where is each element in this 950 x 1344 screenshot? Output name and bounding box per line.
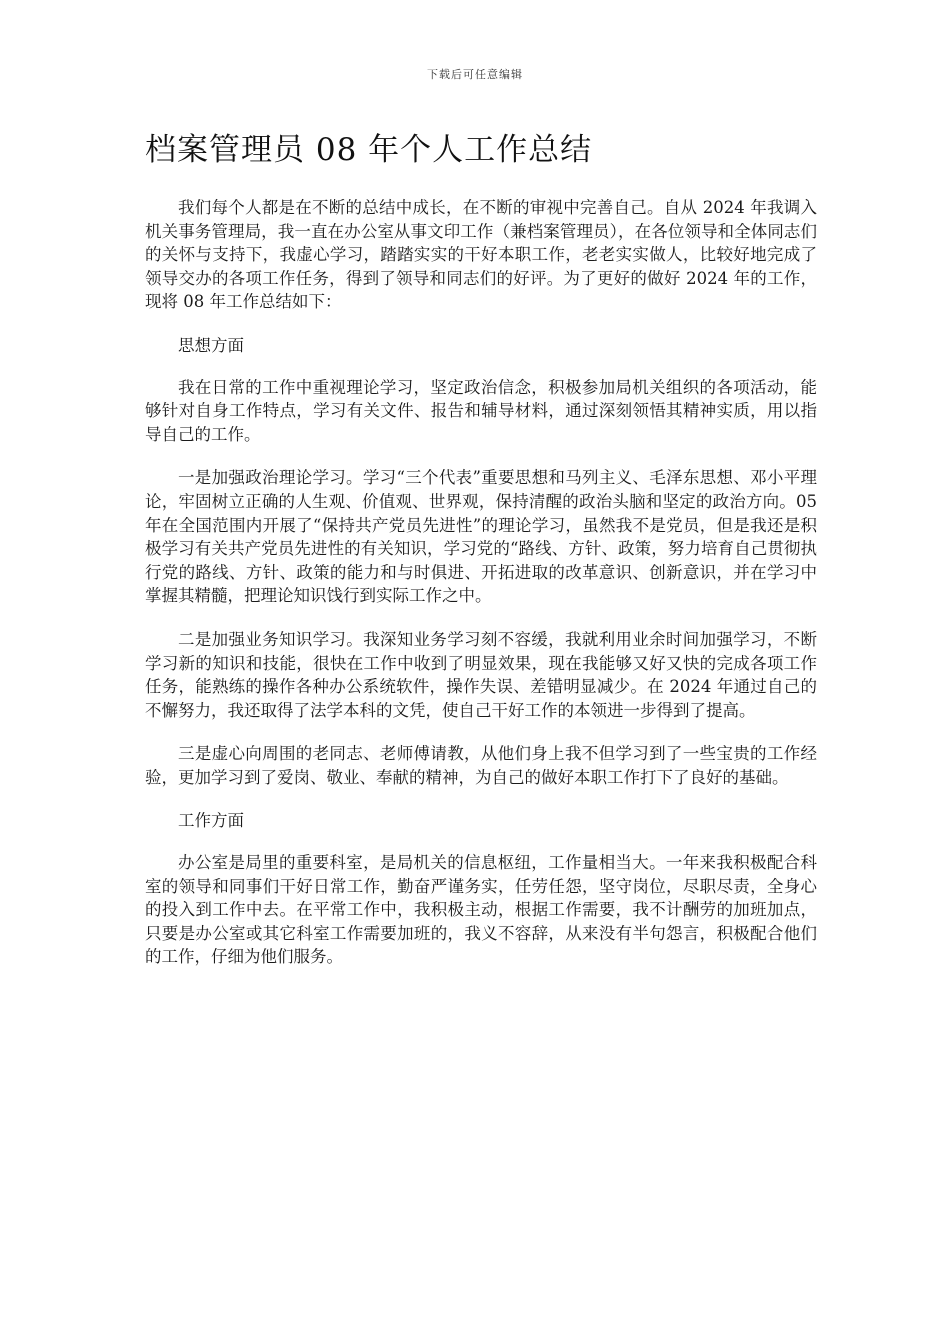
section-heading-work: 工作方面 <box>178 811 244 831</box>
section-heading-thought: 思想方面 <box>178 335 244 355</box>
work-paragraph: 办公室是局里的重要科室，是局机关的信息枢纽，工作量相当大。一年来我积极配合科室的领导和同事们干好日常工作，勤奋严谨务实，任劳任怨，坚守岗位，尽职尽责，全身心的投入到工作中去。在平常工作中，我积极主动，根据工作需要，我不计酬劳的加班加点，只要是办公室或其它科室工作需要加班的，我义不容辞，从来没有半句怨言，积极配合他们的工作，仔细为他们服务。 <box>145 853 817 967</box>
business-study-paragraph: 二是加强业务知识学习。我深知业务学习刻不容缓，我就利用业余时间加强学习，不断学习新的知识和技能，很快在工作中收到了明显效果，现在我能够又好又快的完成各项工作任务，能熟练的操作各种办公系统软件，操作失误、差错明显减少。在 2024 年通过自己的不懈努力，我还取得了法学本科的文凭，使自己干好工作的本领进一步得到了提高。 <box>145 629 817 720</box>
header-note: 下载后可任意编辑 <box>427 68 523 81</box>
intro-paragraph: 我们每个人都是在不断的总结中成长，在不断的审视中完善自己。自从 2024 年我调入机关事务管理局，我一直在办公室从事文印工作（兼档案管理员），在各位领导和全体同志们的关怀与支持下，我虚心学习，踏踏实实的干好本职工作，老老实实做人，比较好地完成了领导交办的各项工作任务，得到了领导和同志们的好评。为了更好的做好 2024 年的工作，现将 08 年工作总结如下： <box>145 198 817 312</box>
document-body <box>145 196 817 989</box>
political-study-paragraph: 一是加强政治理论学习。学习“三个代表”重要思想和马列主义、毛泽东思想、邓小平理论，牢固树立正确的人生观、价值观、世界观，保持清醒的政治头脑和坚定的政治方向。05 年在全国范围内开展了“保持共产党员先进性”的理论学习，虽然我不是党员，但是我还是积极学习有关共产党员先进性的有关知识，学习党的“路线、方针、政策，努力培育自己贯彻执行党的路线、方针、政策的能力和与时俱进、开拓进取的改革意识、创新意识，并在学习中掌握其精髓，把理论知识饯行到实际工作之中。 <box>145 468 817 606</box>
mentorship-paragraph: 三是虚心向周围的老同志、老师傅请教，从他们身上我不但学习到了一些宝贵的工作经验，更加学习到了爱岗、敬业、奉献的精神，为自己的做好本职工作打下了良好的基础。 <box>145 744 817 787</box>
document-title: 档案管理员 08 年个人工作总结 <box>145 132 593 168</box>
thought-paragraph: 我在日常的工作中重视理论学习，坚定政治信念，积极参加局机关组织的各项活动，能够针对自身工作特点，学习有关文件、报告和辅导材料，通过深刻领悟其精神实质，用以指导自己的工作。 <box>145 377 817 444</box>
